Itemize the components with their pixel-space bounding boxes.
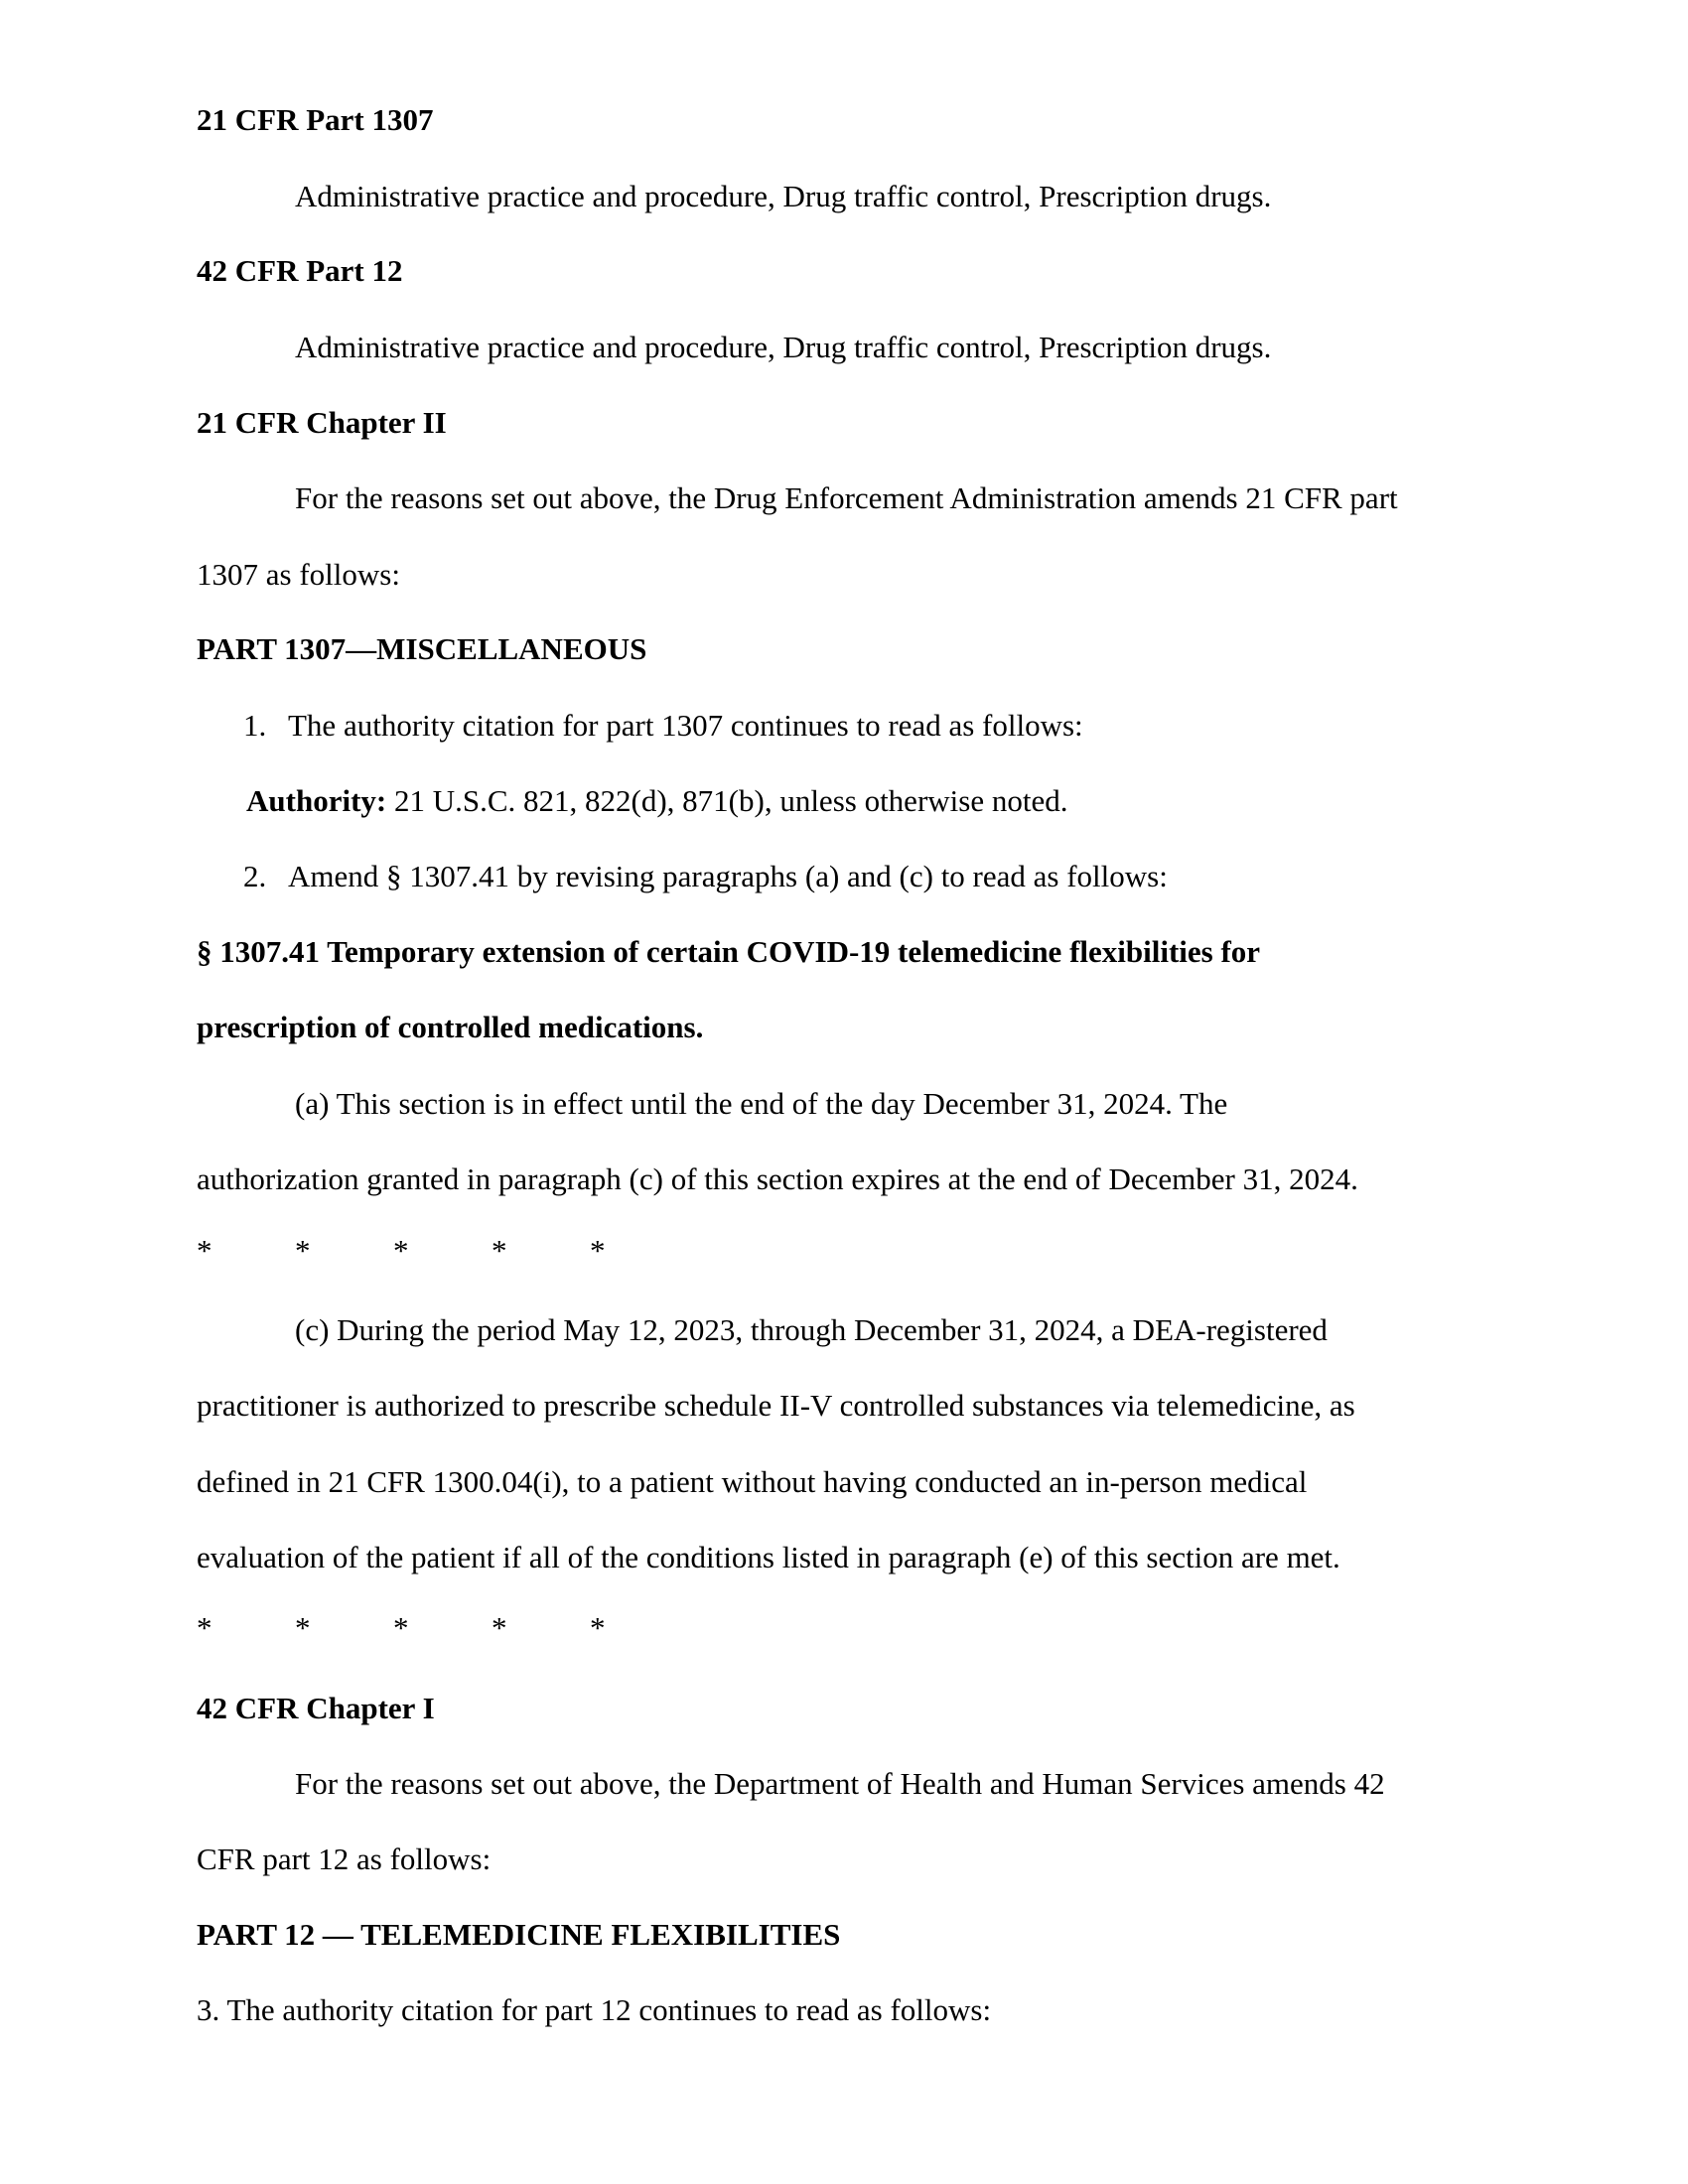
heading-42-cfr-part-12: 42 CFR Part 12: [197, 253, 403, 288]
asterisk: *: [492, 1233, 507, 1268]
list-item-1-text: The authority citation for part 1307 continues to read as follows:: [288, 708, 1083, 743]
heading-part-1307-miscellaneous: PART 1307—MISCELLANEOUS: [197, 631, 647, 666]
asterisk: *: [590, 1233, 606, 1268]
section-1307-41-heading-line-2: prescription of controlled medications.: [197, 1010, 704, 1044]
hhs-amends-paragraph-line-1: For the reasons set out above, the Department of Health and Human Services amends 42: [295, 1766, 1385, 1801]
paragraph-c-line-2: practitioner is authorized to prescribe schedule II-V controlled substances via telemedicine, as: [197, 1388, 1355, 1423]
hhs-amends-paragraph-line-2: CFR part 12 as follows:: [197, 1842, 492, 1876]
heading-part-12-telemedicine-flexibilities: PART 12 — TELEMEDICINE FLEXIBILITIES: [197, 1917, 841, 1952]
asterisk: *: [197, 1233, 212, 1268]
list-item-2: [243, 859, 1168, 893]
list-item-1-number: 1.: [243, 708, 267, 743]
asterisk: *: [393, 1610, 409, 1645]
asterisk: *: [295, 1233, 311, 1268]
asterisk: *: [197, 1610, 212, 1645]
paragraph-c-line-1: (c) During the period May 12, 2023, through December 31, 2024, a DEA-registered: [295, 1312, 1328, 1347]
heading-21-cfr-part-1307: 21 CFR Part 1307: [197, 102, 434, 137]
paragraph-a-line-1: (a) This section is in effect until the end of the day December 31, 2024. The: [295, 1086, 1228, 1121]
paragraph-c-line-3: defined in 21 CFR 1300.04(i), to a patient without having conducted an in-person medical: [197, 1464, 1308, 1499]
dea-amends-paragraph-line-2: 1307 as follows:: [197, 557, 400, 592]
subjects-21-cfr-part-1307: Administrative practice and procedure, Drug traffic control, Prescription drugs.: [295, 179, 1272, 213]
paragraph-a-line-2: authorization granted in paragraph (c) of this section expires at the end of December 31, 2024.: [197, 1161, 1358, 1196]
list-item-3: 3. The authority citation for part 12 continues to read as follows:: [197, 1992, 992, 2027]
paragraph-c-line-4: evaluation of the patient if all of the conditions listed in paragraph (e) of this section are met.: [197, 1540, 1340, 1574]
authority-label: Authority:: [246, 783, 387, 818]
authority-text: 21 U.S.C. 821, 822(d), 871(b), unless otherwise noted.: [386, 783, 1068, 818]
asterisk: *: [295, 1610, 311, 1645]
list-item-2-text: Amend § 1307.41 by revising paragraphs (a) and (c) to read as follows:: [288, 859, 1168, 893]
asterisk: *: [590, 1610, 606, 1645]
authority-citation-1307: [246, 785, 1067, 816]
heading-21-cfr-chapter-ii: 21 CFR Chapter II: [197, 405, 447, 440]
dea-amends-paragraph-line-1: For the reasons set out above, the Drug Enforcement Administration amends 21 CFR part: [295, 480, 1398, 515]
list-item-1: [243, 708, 1083, 743]
section-1307-41-heading-line-1: § 1307.41 Temporary extension of certain COVID-19 telemedicine flexibilities for: [197, 934, 1261, 969]
asterisk: *: [492, 1610, 507, 1645]
subjects-42-cfr-part-12: Administrative practice and procedure, Drug traffic control, Prescription drugs.: [295, 330, 1272, 364]
asterisk: *: [393, 1233, 409, 1268]
list-item-2-number: 2.: [243, 859, 267, 893]
heading-42-cfr-chapter-i: 42 CFR Chapter I: [197, 1691, 435, 1725]
